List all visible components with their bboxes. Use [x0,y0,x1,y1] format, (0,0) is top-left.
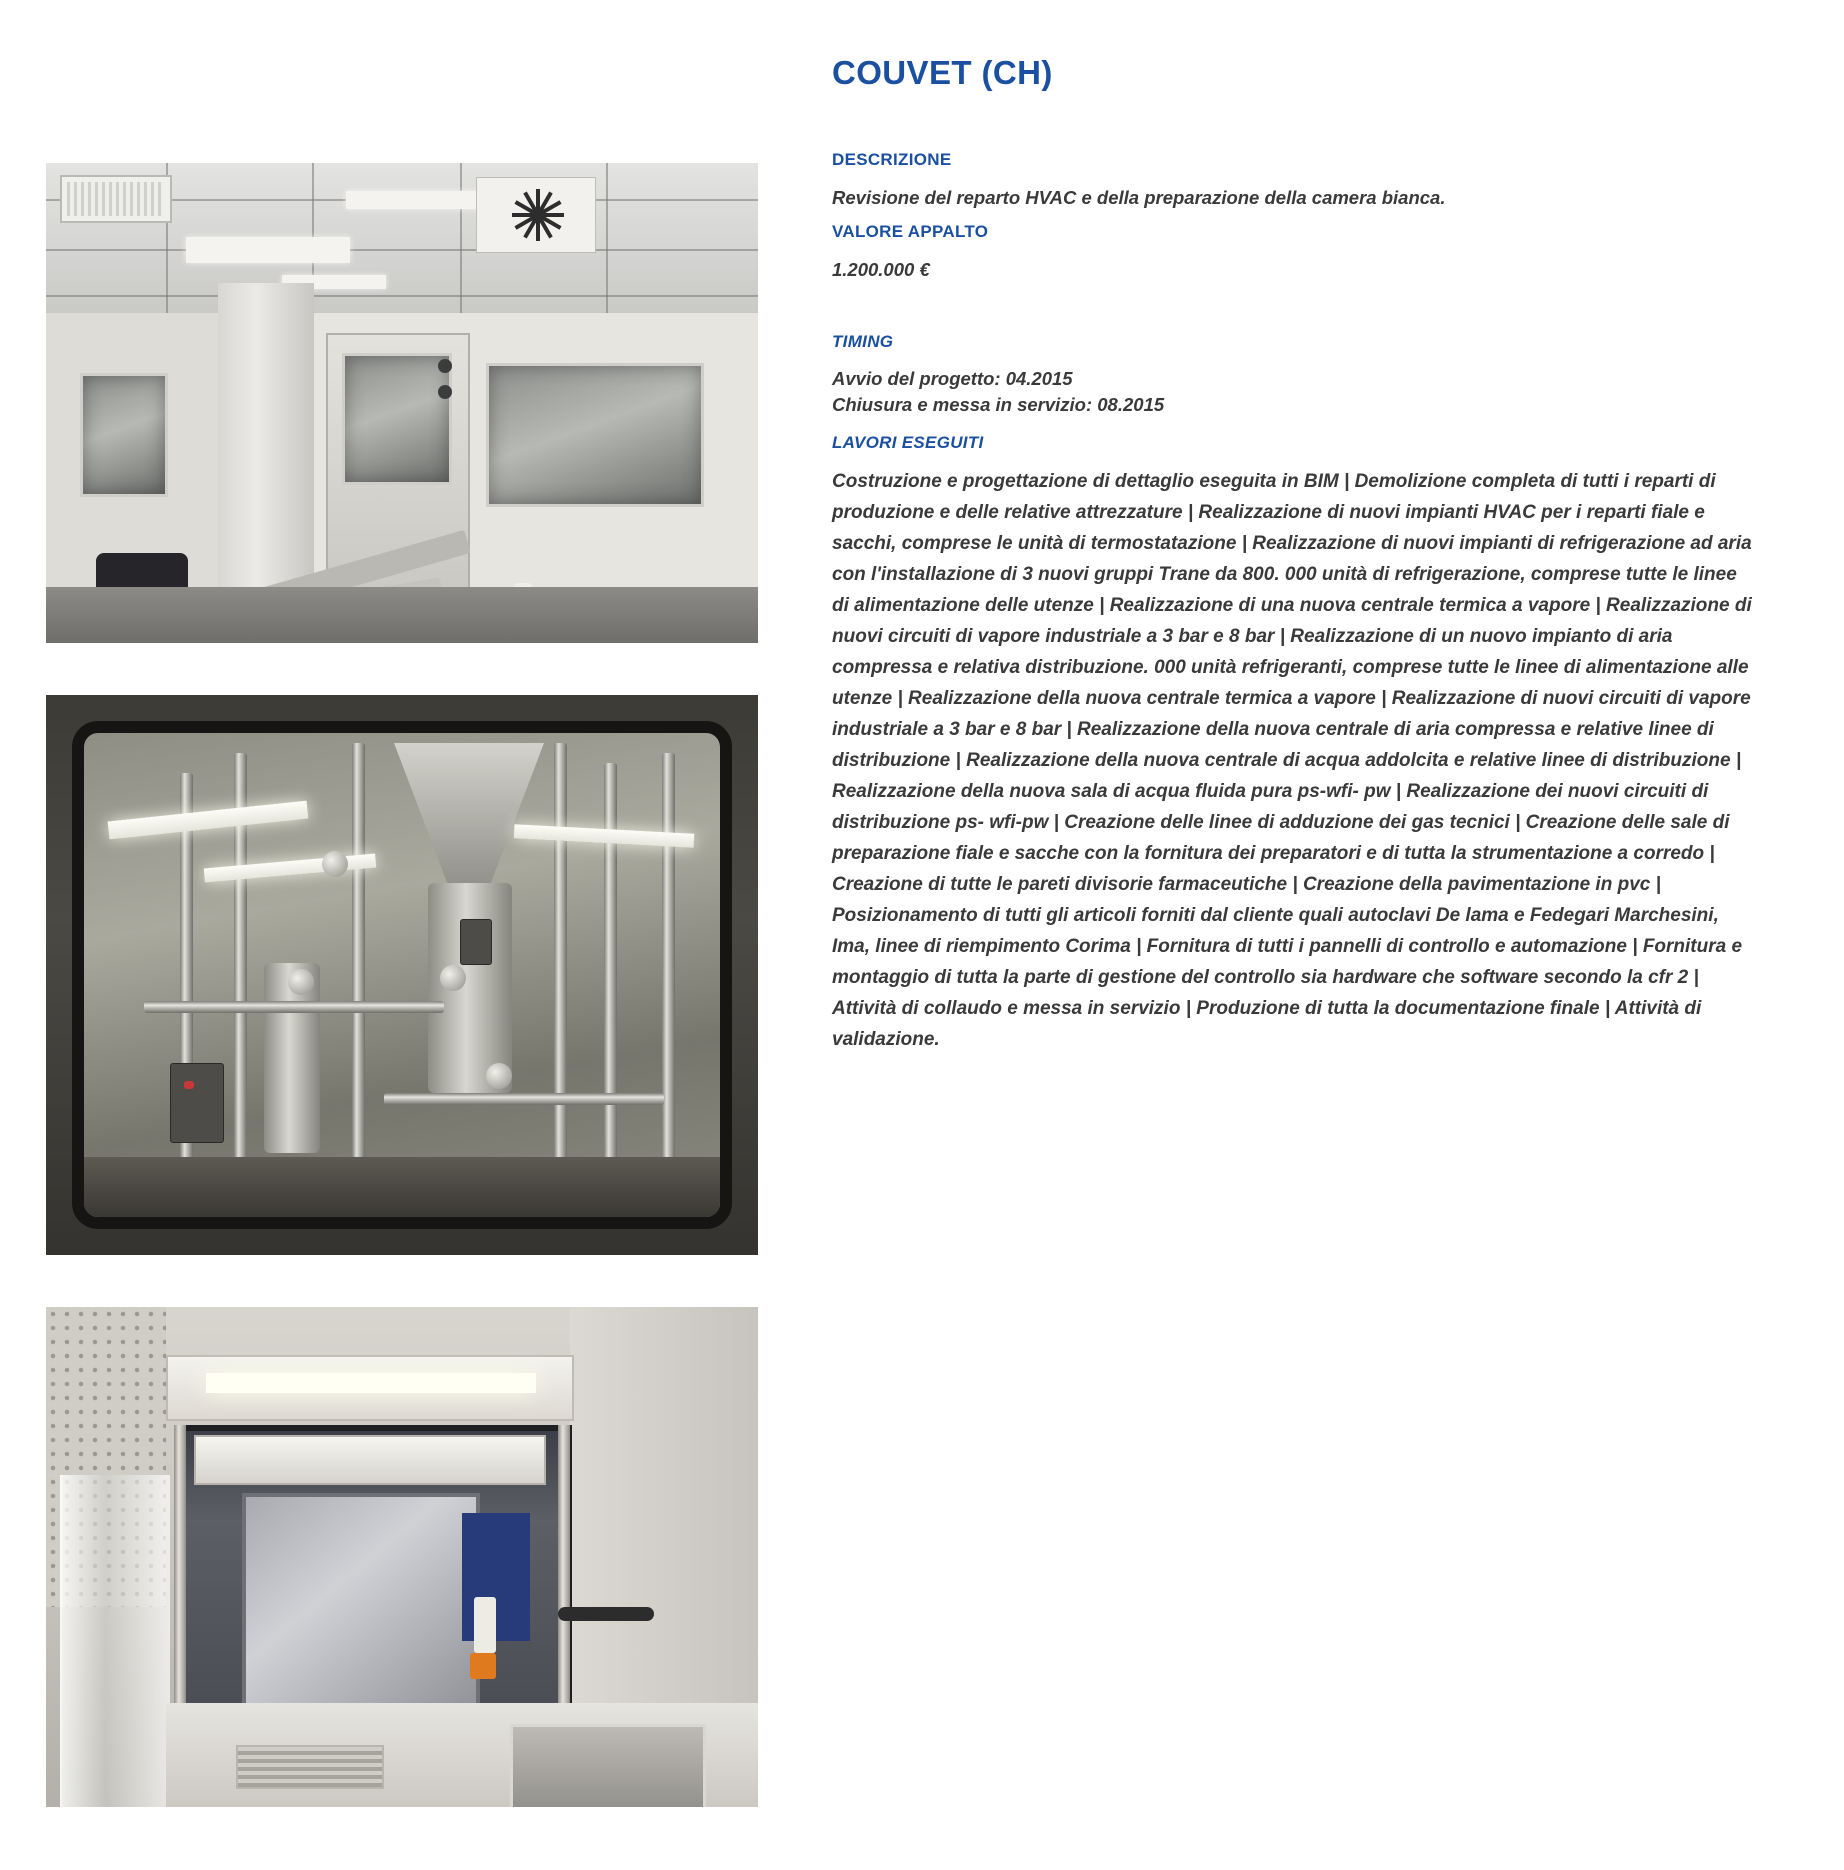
photo3-pipe [174,1425,186,1705]
photo2-pipe [144,1001,444,1013]
section-timing [832,332,1758,420]
photo1-fan-diffuser [476,177,596,253]
photo1-ceiling-vent [60,175,172,223]
photo2-indicator-light [184,1081,194,1089]
photo2-ceiling-lamp [108,801,309,840]
photo1-wall-sensor [438,385,452,399]
photo1-ceiling-line [46,249,758,251]
spacer [832,419,1758,433]
photo1-ceiling-line [606,163,608,313]
page-title: COUVET (CH) [832,54,1053,91]
photo1-ceiling-light [186,237,350,263]
photo2-vessel [428,883,512,1093]
photo2-ceiling-lamp [204,854,377,883]
photo2-pipe [352,743,365,1203]
autoclave-photo [46,1307,758,1807]
photo-gallery [46,0,758,1807]
photo3-inner-door [242,1493,480,1721]
descrizione-text: Revisione del reparto HVAC e della preparazione della camera bianca. [832,187,1446,208]
valore-appalto-value: 1.200.000 € [832,258,930,280]
photo2-valve [440,965,466,991]
photo3-light [206,1373,536,1393]
photo2-valve [322,851,348,877]
photo2-valve [288,969,314,995]
photo1-wall-sensor [438,359,452,373]
photo1-inspection-window [80,373,168,497]
spacer [832,306,1758,332]
photo2-pipe [554,743,567,1213]
photo1-ceiling-line [46,295,758,297]
timing-label: TIMING [832,331,894,351]
photo3-sink [510,1724,706,1807]
photo3-pipe [558,1425,570,1705]
photo2-pipe [384,1093,664,1105]
photo2-control-box [170,1063,224,1143]
lavori-eseguiti-text: Costruzione e progettazione di dettaglio eseguita in BIM | Demolizione completa di tutti i reparti di produzione e delle relative attrezzature | Realizzazione di nuovi impianti HVAC per i reparti fiale e sacchi, comprese le unità di termostatazione | Realizzazione di nuovi impianti di refrigerazione ad aria con l'installazione di 3 nuovi gruppi Trane da 800. 000 unità di refrigerazione, comprese tutte le linee di alimentazione delle utenze | Realizzazione di una nuova centrale termica a vapore | Realizzazione di nuovi circuiti di vapore industriale a 3 bar e 8 bar | Realizzazione di un nuovo impianto di aria compressa e relativa distribuzione. 000 unità refrigeranti, comprese tutte le linee di alimentazione alle utenze | Realizzazione della nuova centrale termica a vapore | Realizzazione di nuovi circuiti di vapore industriale a 3 bar e 8 bar | Realizzazione della nuova centrale di aria compressa e relative linee di distribuzione | Realizzazione della nuova centrale di acqua addolcita e relative linee di distribuzione | Realizzazione della nuova sala di acqua fluida pura ps-wfi- pw | Realizzazione dei nuovi circuiti di distribuzione ps- wfi-pw | Creazione delle linee di adduzione dei gas tecnici | Creazione delle sale di preparazione fiale e sacche con la fornitura dei preparatori e di tutta la strumentazione a corredo | Creazione di tutte le pareti divisorie farmaceutiche | Creazione della pavimentazione in pvc | Posizionamento di tutti gli articoli forniti dal cliente quali autoclavi De lama e Fedegari Marchesini, Ima, linee di riempimento Corima | Fornitura di tutti i pannelli di controllo e automazione | Fornitura e montaggio di tutta la parte di gestione del controllo sia hardware che software secondo la cfr 2 | Attività di collaudo e messa in servizio | Produzione di tutta la documentazione finale | Attività di validazione. [832,471,1752,1050]
photo1-floor [46,587,758,643]
photo2-pipe [662,753,675,1203]
photo2-hopper [394,743,544,893]
photo2-valve [486,1063,512,1089]
photo2-floor [84,1157,720,1217]
photo1-large-window [486,363,704,507]
descrizione-label: DESCRIZIONE [832,150,952,169]
photo3-hose [558,1607,654,1621]
section-descrizione [832,150,1758,212]
photo3-right-wall [570,1307,758,1727]
timing-end-line: Chiusura e messa in servizio: 08.2015 [832,394,1165,416]
photo3-blue-panel [462,1513,530,1641]
project-details [758,0,1768,1056]
section-valore-appalto [832,222,1758,284]
process-machinery-photo [46,695,758,1255]
cleanroom-corridor-photo [46,163,758,643]
valore-appalto-label: VALORE APPALTO [832,221,989,241]
photo3-bottle [474,1597,496,1653]
lavori-eseguiti-label: LAVORI ESEGUITI [832,433,984,453]
section-lavori-eseguiti [832,433,1758,1055]
photo3-tray [194,1435,546,1485]
photo1-ceiling-line [460,163,462,313]
timing-start-line: Avvio del progetto: 04.2015 [832,367,1073,389]
photo2-control-box [460,919,492,965]
photo3-floor-grille [236,1745,384,1789]
photo1-door-window [342,353,452,485]
photo3-plastic-curtain [60,1475,170,1807]
photo3-orange-label [470,1653,496,1679]
photo2-window-frame [72,721,732,1229]
